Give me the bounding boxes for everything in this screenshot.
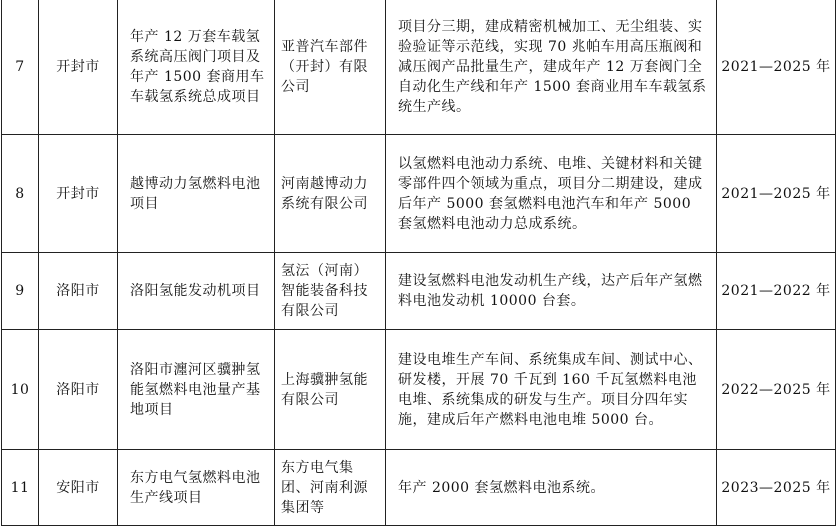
city-cell: 安阳市 xyxy=(39,450,118,526)
period-cell: 2021—2025 年 xyxy=(717,0,836,135)
hydrogen-project-table xyxy=(1,0,836,526)
project-name-cell: 东方电气氢燃料电池生产线项目 xyxy=(118,450,275,526)
row-number: 11 xyxy=(2,450,39,526)
city-cell: 开封市 xyxy=(39,135,118,253)
project-content-cell: 项目分三期，建成精密机械加工、无尘组装、实验验证等示范线，实现 70 兆帕车用高压瓶阀和减压阀产品批量生产，建成年产 12 万套阀门全自动化生产线和年产 1500 套商业用车车载氢系统生产线。 xyxy=(386,0,717,135)
period-cell: 2023—2025 年 xyxy=(717,450,836,526)
table-row xyxy=(2,0,836,135)
project-name-cell: 洛阳市瀍河区骥翀氢能氢燃料电池量产基地项目 xyxy=(118,330,275,450)
project-content-cell: 建设电堆生产车间、系统集成车间、测试中心、研发楼，开展 70 千瓦到 160 千瓦氢燃料电池电堆、系统集成的研发与生产。项目分四年实施，建成后年产燃料电池电堆 5000 台。 xyxy=(386,330,717,450)
row-number: 7 xyxy=(2,0,39,135)
table-row xyxy=(2,450,836,526)
table-row xyxy=(2,330,836,450)
company-cell: 东方电气集团、河南利源集团等 xyxy=(275,450,386,526)
project-name-cell: 洛阳氢能发动机项目 xyxy=(118,253,275,330)
table-row xyxy=(2,253,836,330)
project-content-cell: 建设氢燃料电池发动机生产线，达产后年产氢燃料电池发动机 10000 台套。 xyxy=(386,253,717,330)
project-name-cell: 年产 12 万套车载氢系统高压阀门项目及年产 1500 套商用车车载氢系统总成项目 xyxy=(118,0,275,135)
project-name-cell: 越博动力氢燃料电池项目 xyxy=(118,135,275,253)
row-number: 8 xyxy=(2,135,39,253)
city-cell: 开封市 xyxy=(39,0,118,135)
project-content-cell: 年产 2000 套氢燃料电池系统。 xyxy=(386,450,717,526)
company-cell: 氢沄（河南）智能装备科技有限公司 xyxy=(275,253,386,330)
table-row xyxy=(2,135,836,253)
city-cell: 洛阳市 xyxy=(39,253,118,330)
row-number: 10 xyxy=(2,330,39,450)
company-cell: 上海骥翀氢能有限公司 xyxy=(275,330,386,450)
period-cell: 2021—2022 年 xyxy=(717,253,836,330)
period-cell: 2022—2025 年 xyxy=(717,330,836,450)
project-content-cell: 以氢燃料电池动力系统、电堆、关键材料和关键零部件四个领域为重点，项目分二期建设，建成后年产 5000 套氢燃料电池汽车和年产 5000 套氢燃料电池动力总成系统。 xyxy=(386,135,717,253)
period-cell: 2021—2025 年 xyxy=(717,135,836,253)
company-cell: 河南越博动力系统有限公司 xyxy=(275,135,386,253)
company-cell: 亚普汽车部件（开封）有限公司 xyxy=(275,0,386,135)
city-cell: 洛阳市 xyxy=(39,330,118,450)
row-number: 9 xyxy=(2,253,39,330)
